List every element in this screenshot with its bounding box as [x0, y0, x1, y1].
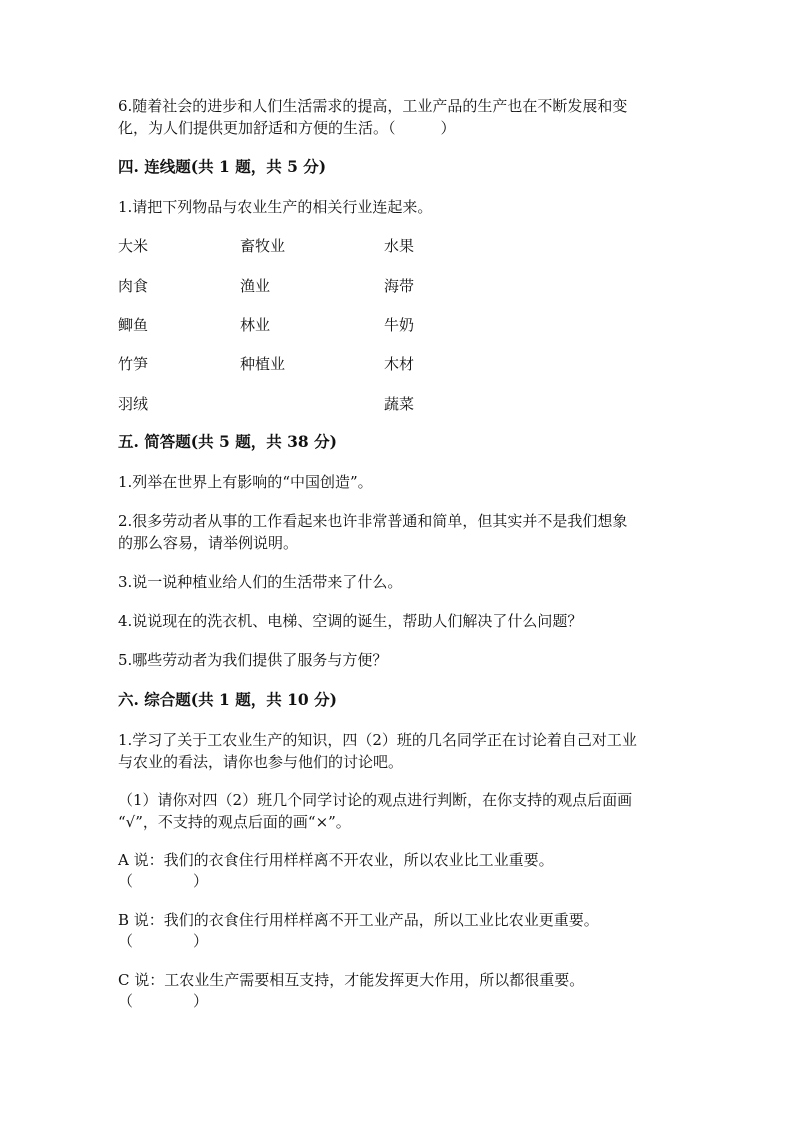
- opinion-a: A 说：我们的衣食住行用样样离不开农业，所以农业比工业重要。: [118, 851, 554, 869]
- matching-item[interactable]: 海带: [384, 277, 415, 295]
- matching-industry[interactable]: 种植业: [240, 355, 286, 373]
- matching-item[interactable]: 羽绒: [118, 395, 149, 413]
- matching-industry[interactable]: 林业: [240, 316, 271, 334]
- s6-question-1-line1: 1.学习了关于工农业生产的知识，四（2）班的几名同学正在讨论着自己对工业: [118, 731, 637, 749]
- opinion-b: B 说：我们的衣食住行用样样离不开工业产品，所以工业比农业更重要。: [118, 911, 599, 929]
- opinion-c-answer-blank[interactable]: （ ）: [118, 992, 209, 1010]
- section-5-title: 五. 简答题(共 5 题，共 38 分): [118, 432, 337, 451]
- s5-question-4: 4.说说现在的洗衣机、电梯、空调的诞生，帮助人们解决了什么问题？: [118, 612, 583, 630]
- section-6-title: 六. 综合题(共 1 题，共 10 分): [118, 690, 337, 709]
- s5-question-5: 5.哪些劳动者为我们提供了服务与方便？: [118, 651, 388, 669]
- matching-item[interactable]: 蔬菜: [384, 395, 415, 413]
- s5-question-2-line1: 2.很多劳动者从事的工作看起来也许非常普通和简单，但其实并不是我们想象: [118, 512, 628, 530]
- matching-industry[interactable]: 畜牧业: [240, 237, 286, 255]
- matching-item[interactable]: 水果: [384, 237, 415, 255]
- s5-question-3: 3.说一说种植业给人们的生活带来了什么。: [118, 573, 403, 591]
- matching-item[interactable]: 大米: [118, 237, 149, 255]
- matching-exercise: [118, 236, 518, 420]
- q6-text-line1: 6.随着社会的进步和人们生活需求的提高，工业产品的生产也在不断发展和变: [118, 97, 628, 115]
- matching-item[interactable]: 牛奶: [384, 316, 415, 334]
- opinion-a-answer-blank[interactable]: （ ）: [118, 872, 209, 890]
- s6-sub-question-1-line2: “√”，不支持的观点后面的画“×”。: [118, 813, 351, 831]
- s6-question-1-line2: 与农业的看法，请你也参与他们的讨论吧。: [118, 753, 404, 771]
- matching-item[interactable]: 竹笋: [118, 355, 149, 373]
- s5-question-2-line2: 的那么容易，请举例说明。: [118, 534, 299, 552]
- opinion-c: C 说：工农业生产需要相互支持，才能发挥更大作用，所以都很重要。: [118, 971, 585, 989]
- opinion-b-answer-blank[interactable]: （ ）: [118, 932, 209, 950]
- s4-question-1: 1.请把下列物品与农业生产的相关行业连起来。: [118, 198, 433, 216]
- matching-industry[interactable]: 渔业: [240, 277, 271, 295]
- s6-sub-question-1-line1: （1）请你对四（2）班几个同学讨论的观点进行判断，在你支持的观点后面画: [118, 791, 633, 809]
- matching-item[interactable]: 鲫鱼: [118, 316, 149, 334]
- section-4-title: 四. 连线题(共 1 题，共 5 分): [118, 157, 327, 176]
- q6-text-line2: 化，为人们提供更加舒适和方便的生活。（ ）: [118, 119, 456, 137]
- s5-question-1: 1.列举在世界上有影响的“中国创造”。: [118, 473, 373, 491]
- matching-item[interactable]: 肉食: [118, 277, 149, 295]
- matching-item[interactable]: 木材: [384, 355, 415, 373]
